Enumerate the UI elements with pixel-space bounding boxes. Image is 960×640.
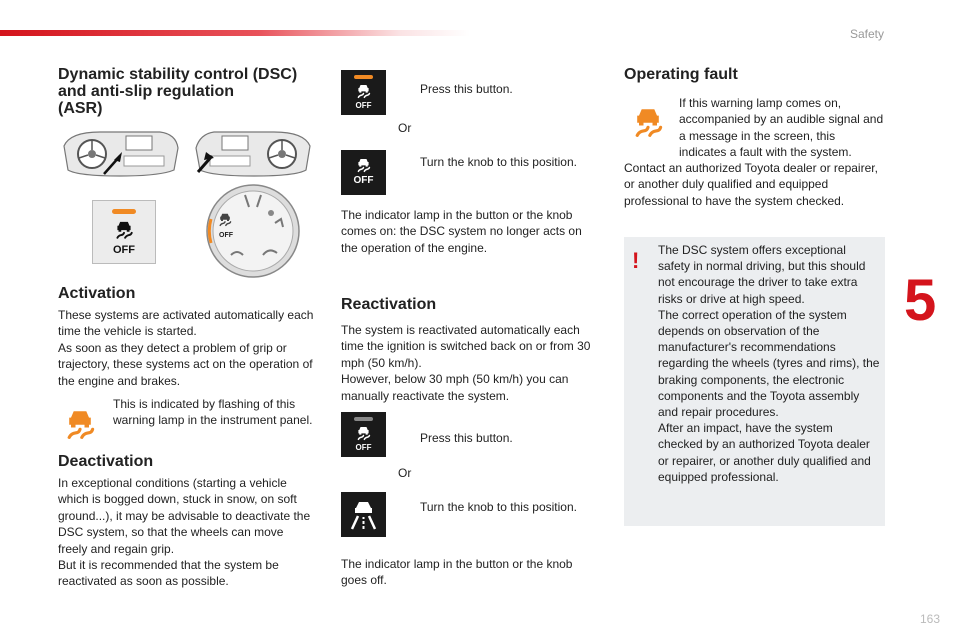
- page-number: 163: [919, 612, 940, 626]
- page-title-line: and anti-slip regulation: [58, 83, 235, 100]
- terrain-knob-icon: [205, 183, 301, 279]
- header-accent-bar: [0, 30, 470, 36]
- lane-icon: [347, 498, 380, 531]
- off-label: OFF: [353, 175, 374, 186]
- knob-normal-position-icon: [341, 492, 386, 537]
- dsc-off-button-illustration: [92, 200, 156, 264]
- step-press-button: [400, 431, 513, 445]
- dsc-warning-lamp-icon: [62, 405, 98, 441]
- fault-lamp-text: If this warning lamp comes on, accompanied by an audible signal and a message in the screen, this indicates a fault with the system.: [679, 96, 884, 160]
- indicator-lamp: [354, 417, 373, 421]
- indicator-on-text: The indicator lamp in the button or the knob comes on: the DSC system no longer acts on the operation of the engine.: [341, 208, 582, 255]
- dashboard-right-hand-drive-icon: [192, 126, 314, 178]
- activation-lamp-text: This is indicated by flashing of this warning lamp in the instrument panel.: [113, 397, 313, 428]
- dsc-off-button-inactive-icon: [341, 412, 386, 457]
- dsc-skid-icon: [355, 82, 372, 99]
- off-label: OFF: [355, 443, 372, 452]
- step-turn-knob: [400, 500, 577, 514]
- step-text: Turn the knob to this position.: [420, 155, 577, 169]
- fault-contact-text: Contact an authorized Toyota dealer or repairer, or another duly qualified and equipped professional to have the system checked.: [624, 161, 878, 208]
- paragraph: After an impact, have the system checked by an authorized Toyota dealer or repairer, or another duly qualified and equipped professional.: [658, 421, 871, 484]
- reactivation-text: [341, 322, 593, 404]
- chapter-number: 5: [904, 268, 937, 333]
- indicator-off-text: The indicator lamp in the button or the knob goes off.: [341, 557, 573, 588]
- step-press-button: [400, 82, 513, 96]
- step-turn-knob: [400, 155, 577, 169]
- paragraph: The correct operation of the system depends on observation of the manufacturer's recommendations regarding the wheels (tyres and rims), the braking components, the electronic components and the Toyota assembly and repair procedures.: [658, 307, 880, 420]
- paragraph: The system is reactivated automatically each time the ignition is switched back on or from 30 mph (50 km/h).: [341, 323, 591, 370]
- or-label: Or: [398, 466, 412, 480]
- warning-text: [658, 242, 880, 485]
- operating-fault-heading: Operating fault: [624, 66, 738, 83]
- indicator-lamp: [112, 209, 136, 214]
- deactivation-heading: Deactivation: [58, 453, 154, 470]
- activation-text: [58, 307, 314, 389]
- warning-exclamation-icon: !: [632, 248, 640, 273]
- step-text: Turn the knob to this position.: [420, 500, 577, 514]
- dsc-fault-lamp-icon: [630, 103, 666, 139]
- paragraph: As soon as they detect a problem of grip or trajectory, these systems act on the operation of the engine and brakes.: [58, 340, 313, 388]
- dsc-skid-icon: [355, 156, 372, 173]
- reactivation-heading: Reactivation: [341, 296, 437, 313]
- knob-off-label: OFF: [219, 232, 233, 239]
- indicator-lamp: [354, 75, 373, 79]
- or-label: Or: [398, 121, 412, 135]
- page-title-line: Dynamic stability control (DSC): [58, 66, 298, 83]
- paragraph: But it is recommended that the system be reactivated as soon as possible.: [58, 558, 279, 589]
- dashboard-left-hand-drive-icon: [60, 126, 180, 178]
- knob-off-position-icon: [341, 150, 386, 195]
- page-title: [58, 66, 328, 117]
- section-label: Safety: [849, 27, 884, 41]
- deactivation-text: [58, 475, 314, 590]
- paragraph: These systems are activated automatically each time the vehicle is started.: [58, 308, 314, 339]
- paragraph: However, below 30 mph (50 km/h) you can manually reactivate the system.: [341, 372, 569, 403]
- off-label: OFF: [355, 101, 372, 110]
- dsc-skid-icon: [355, 424, 372, 441]
- step-text: Press this button.: [420, 431, 513, 445]
- page-title-line: (ASR): [58, 100, 103, 117]
- dsc-off-button-active-icon: [341, 70, 386, 115]
- step-text: Press this button.: [420, 82, 513, 96]
- paragraph: In exceptional conditions (starting a vehicle which is bogged down, stuck in snow, on soft ground...), it may be advisable to deactivate the DSC system, so that the wheels can move freely and regain grip.: [58, 476, 311, 556]
- off-label: OFF: [113, 244, 135, 256]
- paragraph: The DSC system offers exceptional safety in normal driving, but this should not encourage the driver to take extra risks or drive at high speed.: [658, 243, 866, 306]
- dsc-skid-icon: [113, 218, 135, 240]
- activation-heading: Activation: [58, 285, 136, 302]
